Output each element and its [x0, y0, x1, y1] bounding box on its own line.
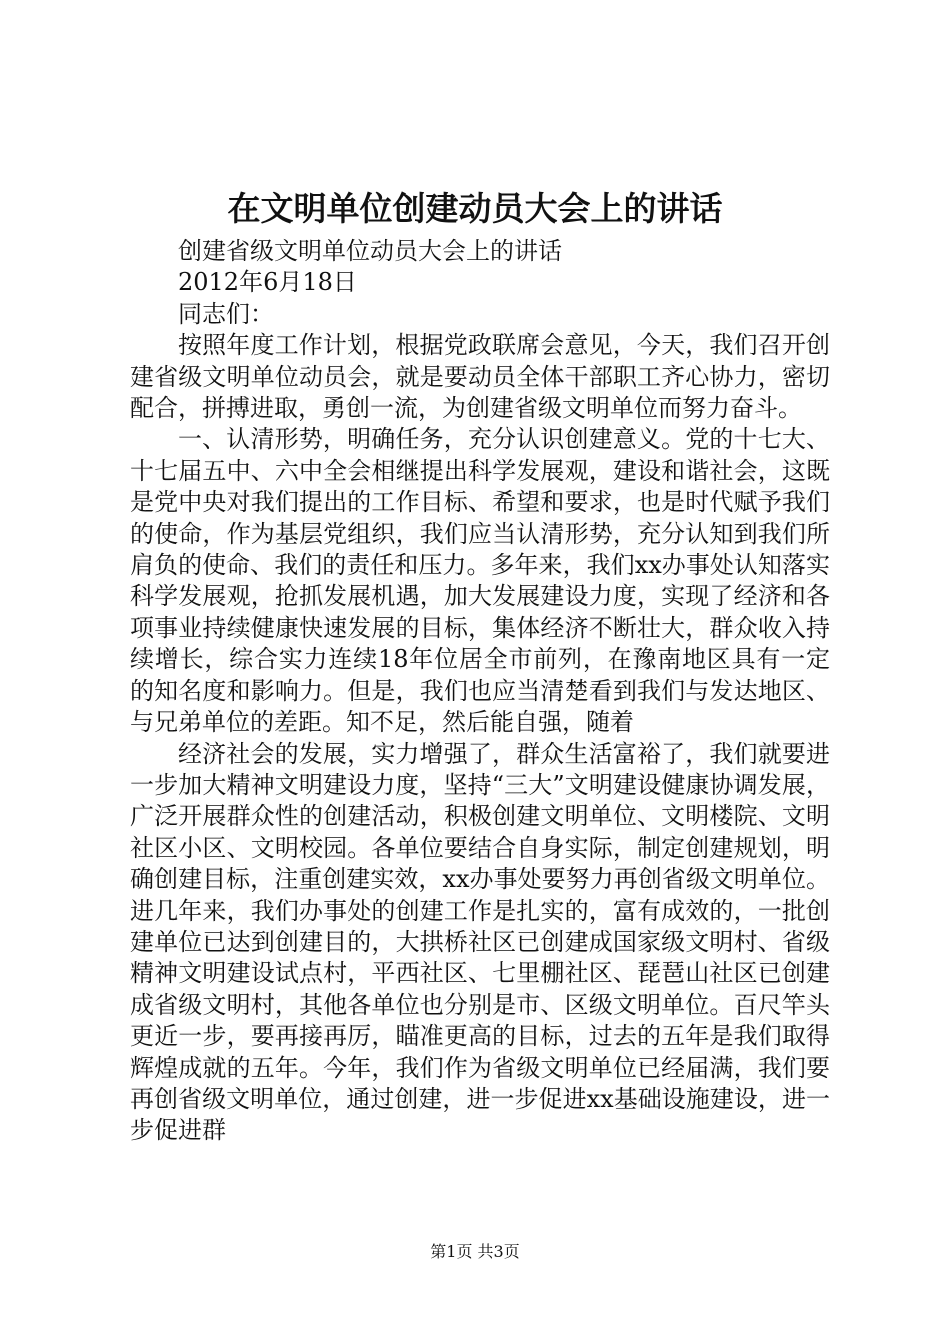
subtitle-line: 创建省级文明单位动员大会上的讲话 — [178, 237, 562, 265]
page-indicator: 第1页 共3页 — [430, 1242, 520, 1261]
date-line: 2012年6月18日 — [178, 268, 357, 297]
document-body — [130, 236, 830, 1147]
salutation-line: 同志们： — [178, 299, 274, 328]
body-paragraph: 按照年度工作计划，根据党政联席会意见，今天，我们召开创建省级文明单位动员会，就是要动员全体干部职工齐心协力，密切配合，拼搏进取，勇创一流，为创建省级文明单位而努力奋斗。 — [130, 331, 830, 423]
body-paragraph: 经济社会的发展，实力增强了，群众生活富裕了，我们就要进一步加大精神文明建设力度，坚持“三大”文明建设健康协调发展，广泛开展群众性的创建活动，积极创建文明单位、文明楼院、文明社区小区、文明校园。各单位要结合自身实际，制定创建规划，明确创建目标，注重创建实效，xx办事处要努力再创省级文明单位。进几年来，我们办事处的创建工作是扎实的，富有成效的，一批创建单位已达到创建目的，大拱桥社区已创建成国家级文明村、省级精神文明建设试点村，平西社区、七里棚社区、琵琶山社区已创建成省级文明村，其他各单位也分别是市、区级文明单位。百尺竿头更近一步，要再接再厉，瞄准更高的目标，过去的五年是我们取得辉煌成就的五年。今年，我们作为省级文明单位已经届满，我们要再创省级文明单位，通过创建，进一步促进xx基础设施建设，进一步促进群 — [130, 739, 830, 1145]
body-paragraph: 一、认清形势，明确任务，充分认识创建意义。党的十七大、十七届五中、六中全会相继提出科学发展观，建设和谐社会，这既是党中央对我们提出的工作目标、希望和要求，也是时代赋予我们的使命，作为基层党组织，我们应当认清形势，充分认知到我们所肩负的使命、我们的责任和压力。多年来，我们xx办事处认知落实科学发展观，抢抓发展机遇，加大发展建设力度，实现了经济和各项事业持续健康快速发展的目标，集体经济不断壮大，群众收入持续增长，综合实力连续18年位居全市前列，在豫南地区具有一定的知名度和影响力。但是，我们也应当清楚看到我们与发达地区、与兄弟单位的差距。知不足，然后能自强，随着 — [130, 425, 830, 737]
document-title: 在文明单位创建动员大会上的讲话 — [227, 189, 723, 228]
page-footer — [0, 1241, 950, 1263]
